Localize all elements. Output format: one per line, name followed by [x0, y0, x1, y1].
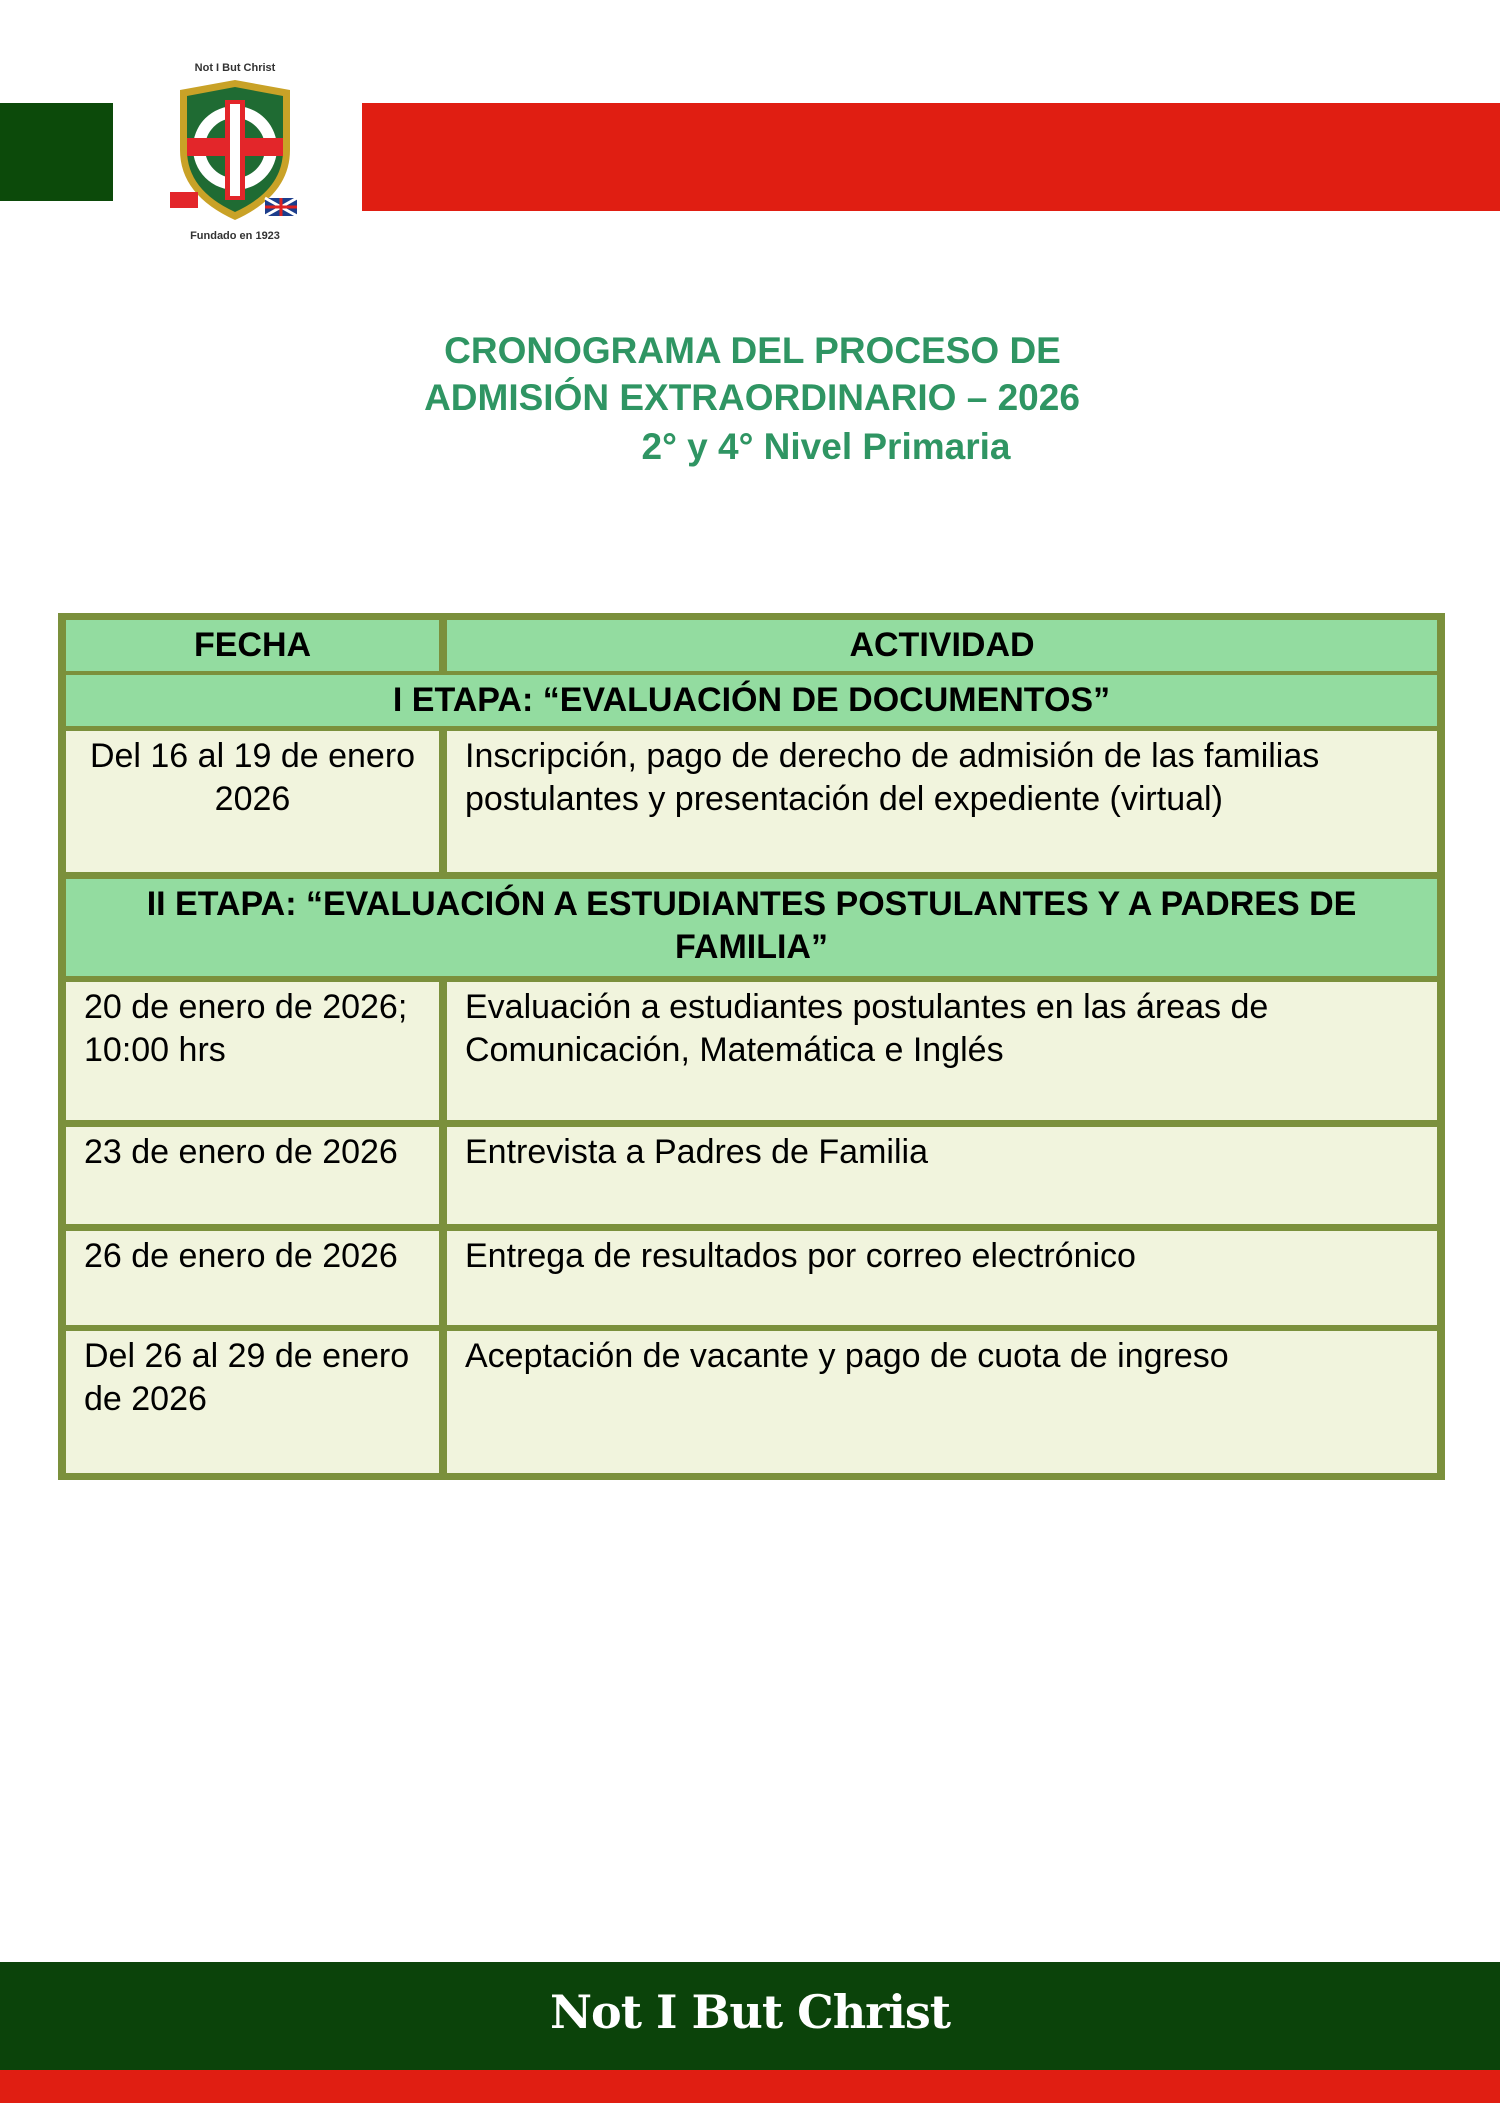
row2-date: 20 de enero de 2026; 10:00 hrs: [66, 982, 439, 1120]
footer-red-band: [0, 2070, 1500, 2103]
stage-2-heading: II ETAPA: “EVALUACIÓN A ESTUDIANTES POSTULANTES Y A PADRES DE FAMILIA”: [66, 879, 1437, 976]
page-subtitle: 2° y 4° Nivel Primaria: [641, 426, 1011, 467]
footer-motto: Not I But Christ: [549, 1985, 951, 2039]
crest-shield-icon: [170, 80, 300, 225]
header-red-bar: [362, 103, 1500, 211]
schedule-table: [58, 613, 1445, 1480]
header-green-bar: [0, 103, 113, 201]
row3-activity: Entrevista a Padres de Familia: [447, 1127, 1437, 1224]
row1-date: Del 16 al 19 de enero 2026: [66, 731, 439, 872]
logo-motto: Not I But Christ: [194, 62, 276, 74]
header-actividad: ACTIVIDAD: [447, 620, 1437, 671]
logo-founded-text: Fundado en 1923: [190, 230, 280, 242]
header-fecha: FECHA: [66, 620, 439, 671]
row5-date: Del 26 al 29 de enero de 2026: [66, 1331, 439, 1473]
page-title-line1: CRONOGRAMA DEL PROCESO DE: [444, 330, 1061, 371]
row3-date: 23 de enero de 2026: [66, 1127, 439, 1224]
row4-activity: Entrega de resultados por correo electrónico: [447, 1231, 1437, 1325]
row5-activity: Aceptación de vacante y pago de cuota de ingreso: [447, 1331, 1437, 1473]
page-title-line2: ADMISIÓN EXTRAORDINARIO – 2026: [424, 377, 1080, 418]
school-crest-logo: [160, 62, 310, 252]
row4-date: 26 de enero de 2026: [66, 1231, 439, 1325]
row1-activity: Inscripción, pago de derecho de admisión de las familias postulantes y presentación del expediente (virtual): [447, 731, 1437, 872]
stage-1-heading: I ETAPA: “EVALUACIÓN DE DOCUMENTOS”: [66, 675, 1437, 726]
row2-activity: Evaluación a estudiantes postulantes en las áreas de Comunicación, Matemática e Inglés: [447, 982, 1437, 1120]
